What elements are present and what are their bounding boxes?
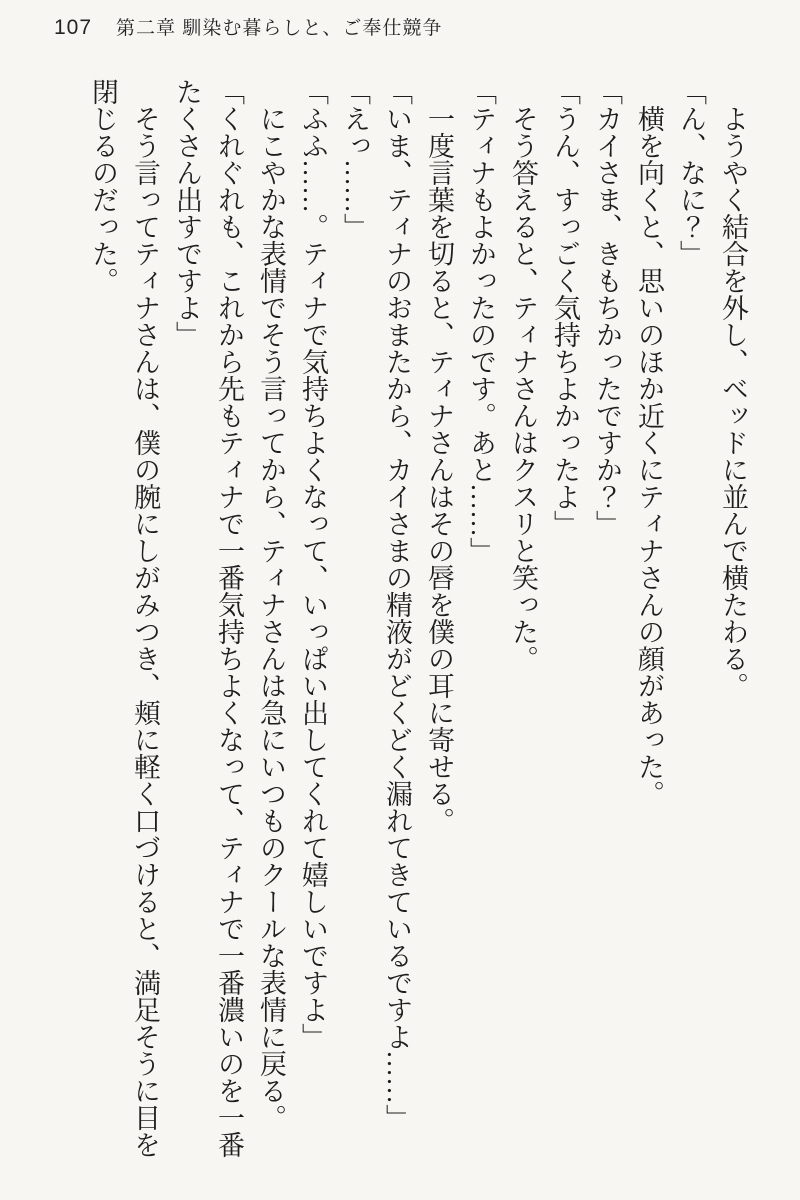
page-number: 107: [54, 16, 93, 39]
chapter-title: 第二章 馴染む暮らしと、ご奉仕競争: [116, 18, 443, 39]
paragraph-line: 「うん、すっごく気持ちよかったよ」: [550, 78, 580, 537]
paragraph-line: ようやく結合を外し、ベッドに並んで横たわる。: [718, 105, 748, 699]
paragraph-line: 横を向くと、思いのほか近くにティナさんの顔があった。: [634, 105, 664, 807]
page-header: [54, 13, 442, 40]
paragraph-line: にこやかな表情でそう言ってから、ティナさんは急にいつものクールな表情に戻る。: [256, 105, 286, 1131]
paragraph-line: そう言ってティナさんは、僕の腕にしがみつき、頬に軽く口づけると、満足そうに目を閉じるのだった。: [88, 78, 160, 1158]
paragraph-line: 「ティナもよかったのです。あと……」: [466, 78, 496, 564]
paragraph-line: 「いま、ティナのおまたから、カイさまの精液がどくどく漏れてきているですよ……」: [382, 78, 412, 1131]
paragraph-line: 「くれぐれも、これから先もティナで一番気持ちよくなって、ティナで一番濃いのを一番たくさん出すですよ」: [172, 78, 244, 1158]
paragraph-line: 「カイさま、きもちかったですか？」: [592, 78, 622, 537]
paragraph-line: 一度言葉を切ると、ティナさんはその唇を僕の耳に寄せる。: [424, 105, 454, 834]
paragraph-line: そう答えると、ティナさんはクスリと笑った。: [508, 105, 538, 672]
novel-text-body: [78, 78, 754, 1163]
paragraph-line: 「えっ……」: [340, 78, 370, 240]
paragraph-line: 「ん、なに？」: [676, 78, 706, 267]
paragraph-line: 「ふふ……。ティナで気持ちよくなって、いっぱい出してくれて嬉しいですよ」: [298, 78, 328, 1050]
